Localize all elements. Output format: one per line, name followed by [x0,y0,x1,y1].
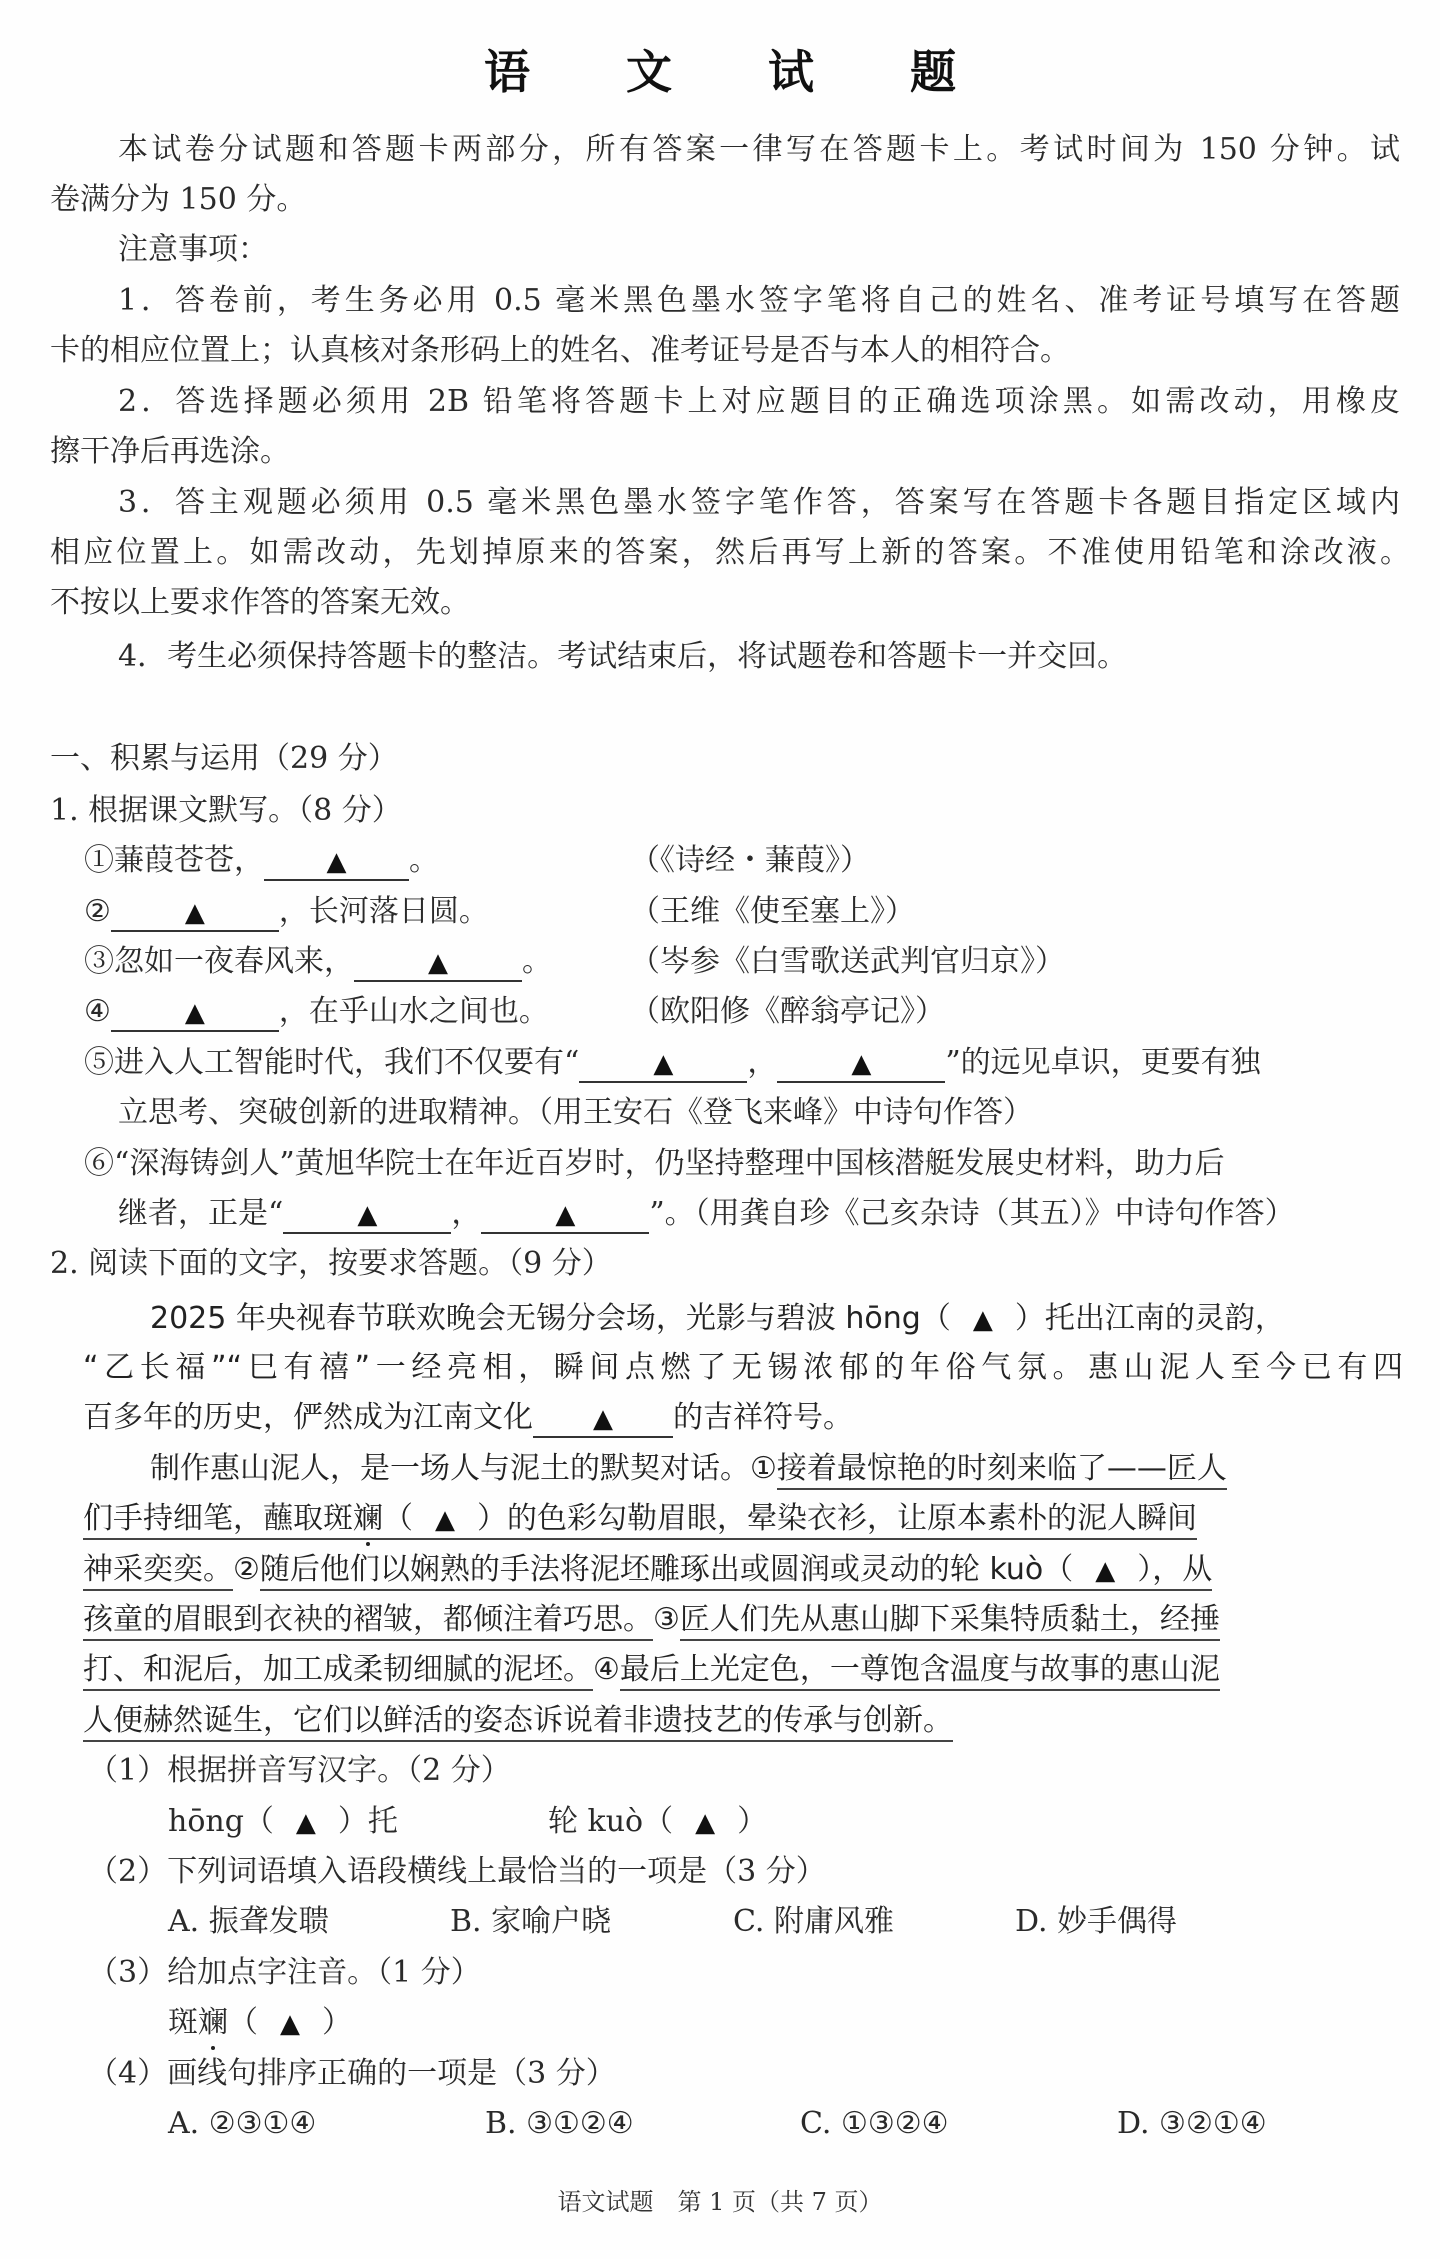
triangle-marker-icon: ▲ [184,998,205,1028]
q1-item-5-line-2: 立思考、突破创新的进取精神。（用王安石《登飞来峰》中诗句作答） [118,1095,1033,1130]
triangle-marker-icon: ▲ [428,948,448,978]
answer-blank[interactable] [579,1046,747,1083]
sub4-heading: （4）画线句排序正确的一项是（3 分） [88,2056,616,2091]
q1-item-3-source: （岑参《白雪歌送武判官归京》） [630,944,1065,979]
triangle-marker-icon[interactable]: ▲ [280,2009,300,2039]
answer-blank[interactable] [533,1401,673,1438]
notice-2-line-1: 2．答选择题必须用 2B 铅笔将答题卡上对应题目的正确选项涂黑。如需改动，用橡皮 [118,384,1400,419]
intro-line-2: 卷满分为 150 分。 [50,182,307,217]
section-heading: 一、积累与运用（29 分） [50,741,398,776]
triangle-marker-icon: ▲ [435,1505,455,1535]
passage-2-line-4: 孩童的眉眼到衣袂的褶皱，都倾注着巧思。③匠人们先从惠山脚下采集特质黏土，经捶 [83,1600,1220,1640]
passage-1-line-1: 2025 年央视春节联欢晚会无锡分会场，光影与碧波 hōng（ ▲ ）托出江南的灵韵， [150,1301,1285,1336]
intro-line-1: 本试卷分试题和答题卡两部分，所有答案一律写在答题卡上。考试时间为 150 分钟。试 [118,132,1400,167]
notice-3-line-2: 相应位置上。如需改动，先划掉原来的答案，然后再写上新的答案。不准使用铅笔和涂改液。 [50,535,1410,570]
triangle-marker-icon: ▲ [972,1305,993,1335]
answer-blank[interactable] [111,895,279,932]
page-footer: 语文试题 第 1 页（共 7 页） [557,2188,883,2216]
dotted-char: 斓 [353,1501,383,1536]
q2-heading: 2. 阅读下面的文字，按要求答题。（9 分） [50,1246,612,1281]
q1-heading: 1. 根据课文默写。（8 分） [50,793,402,828]
notice-4-line-1: 4．考生必须保持答题卡的整洁。考试结束后，将试题卷和答题卡一并交回。 [118,639,1128,674]
underlined-sentence: 接着最惊艳的时刻来临了——匠人 [777,1451,1227,1490]
passage-2-line-2 [83,1499,1197,1540]
sub2-option-c[interactable]: C. 附庸风雅 [733,1904,894,1939]
triangle-marker-icon: ▲ [357,1200,378,1230]
triangle-marker-icon[interactable]: ▲ [695,1808,716,1838]
answer-blank[interactable] [283,1197,451,1234]
underlined-sentence: 随后他们以娴熟的手法将泥坯雕琢出或圆润或灵动的轮 kuò（ ▲ ），从 [260,1552,1212,1591]
sub2-option-b[interactable]: B. 家喻户晓 [450,1904,612,1939]
sub1-answer-b: 轮 kuò（ ▲ ） [548,1804,768,1839]
sub1-heading: （1）根据拼音写汉字。（2 分） [88,1753,511,1788]
notice-1-line-1: 1．答卷前，考生务必用 0.5 毫米黑色墨水签字笔将自己的姓名、准考证号填写在答题 [118,283,1400,318]
notice-2-line-2: 擦干净后再选涂。 [50,434,290,469]
passage-2-line-1: 制作惠山泥人，是一场人与泥土的默契对话。①接着最惊艳的时刻来临了——匠人 [150,1449,1227,1489]
triangle-marker-icon: ▲ [184,898,205,928]
sub3-answer: 斑斓（ ▲ ） [168,2005,352,2040]
triangle-marker-icon: ▲ [851,1049,872,1079]
q1-item-6-line-2: 继者，正是“ ▲ ， ▲ ”。（用龚自珍《己亥杂诗（其五）》中诗句作答） [118,1194,1295,1234]
sub2-option-a[interactable]: A. 振聋发聩 [168,1904,329,1939]
q1-item-4-source: （欧阳修《醉翁亭记》） [630,994,945,1029]
passage-1-line-3: 百多年的历史，俨然成为江南文化 ▲ 的吉祥符号。 [83,1398,853,1438]
dotted-char: 斓 [198,2005,228,2040]
page-title: 语 文 试 题 [483,45,997,99]
sub3-heading: （3）给加点字注音。（1 分） [88,1955,481,1990]
q1-item-2: ② ▲ ，长河落日圆。 [84,892,489,932]
sub1-answer-a: hōng（ ▲ ）托 [168,1804,398,1839]
sub2-option-d[interactable]: D. 妙手偶得 [1015,1904,1178,1939]
q1-item-3: ③忽如一夜春风来， ▲ 。 [84,942,552,982]
q1-item-6-line-1: ⑥“深海铸剑人”黄旭华院士在年近百岁时，仍坚持整理中国核潜艇发展史材料，助力后 [84,1146,1225,1181]
sub4-option-b[interactable]: B. ③①②④ [485,2106,634,2141]
notice-3-line-3: 不按以上要求作答的答案无效。 [50,585,470,620]
q1-item-5-line-1: ⑤进入人工智能时代，我们不仅要有“ ▲ ， ▲ ”的远见卓识，更要有独 [84,1043,1261,1083]
answer-blank[interactable] [264,844,409,881]
passage-2-line-5: 打、和泥后，加工成柔韧细腻的泥坯。④最后上光定色，一尊饱含温度与故事的惠山泥 [83,1650,1220,1690]
q1-item-1: ①蒹葭苍苍， ▲ 。 [84,841,439,881]
triangle-marker-icon[interactable]: ▲ [295,1808,316,1838]
notice-heading: 注意事项： [118,232,268,267]
underlined-sentence: 最后上光定色，一尊饱含温度与故事的惠山泥 [620,1652,1220,1691]
answer-blank[interactable] [354,945,522,982]
passage-2-line-6 [83,1701,953,1741]
notice-3-line-1: 3．答主观题必须用 0.5 毫米黑色墨水签字笔作答，答案写在答题卡各题目指定区域内 [118,485,1400,520]
sub4-option-c[interactable]: C. ①③②④ [800,2106,949,2141]
q1-item-2-source: （王维《使至塞上》） [630,894,915,929]
answer-blank[interactable] [111,995,279,1032]
passage-2-line-3: 神采奕奕。②随后他们以娴熟的手法将泥坯雕琢出或圆润或灵动的轮 kuò（ ▲ ），从 [83,1550,1212,1591]
triangle-marker-icon: ▲ [593,1404,613,1434]
underlined-sentence: 们手持细笔，蘸取斑斓（ ▲ ）的色彩勾勒眉眼，晕染衣衫，让原本素朴的泥人瞬间 [83,1501,1197,1540]
notice-1-line-2: 卡的相应位置上；认真核对条形码上的姓名、准考证号是否与本人的相符合。 [50,333,1070,368]
underlined-sentence: 人便赫然诞生，它们以鲜活的姿态诉说着非遗技艺的传承与创新。 [83,1703,953,1742]
q1-item-4: ④ ▲ ，在乎山水之间也。 [84,992,549,1032]
triangle-marker-icon: ▲ [1095,1556,1116,1586]
triangle-marker-icon: ▲ [555,1200,576,1230]
underlined-sentence: 匠人们先从惠山脚下采集特质黏土，经捶 [680,1602,1220,1641]
triangle-marker-icon: ▲ [326,847,347,877]
answer-blank[interactable] [481,1197,649,1234]
triangle-marker-icon: ▲ [653,1049,674,1079]
sub2-heading: （2）下列词语填入语段横线上最恰当的一项是（3 分） [88,1854,826,1889]
answer-blank[interactable] [777,1046,945,1083]
passage-1-line-2: “乙长福”“巳有禧”一经亮相，瞬间点燃了无锡浓郁的年俗气氛。惠山泥人至今已有四 [83,1350,1403,1385]
q1-item-1-source: （《诗经・蒹葭》） [630,843,870,878]
sub4-option-d[interactable]: D. ③②①④ [1117,2106,1267,2141]
sub4-option-a[interactable]: A. ②③①④ [168,2106,317,2141]
